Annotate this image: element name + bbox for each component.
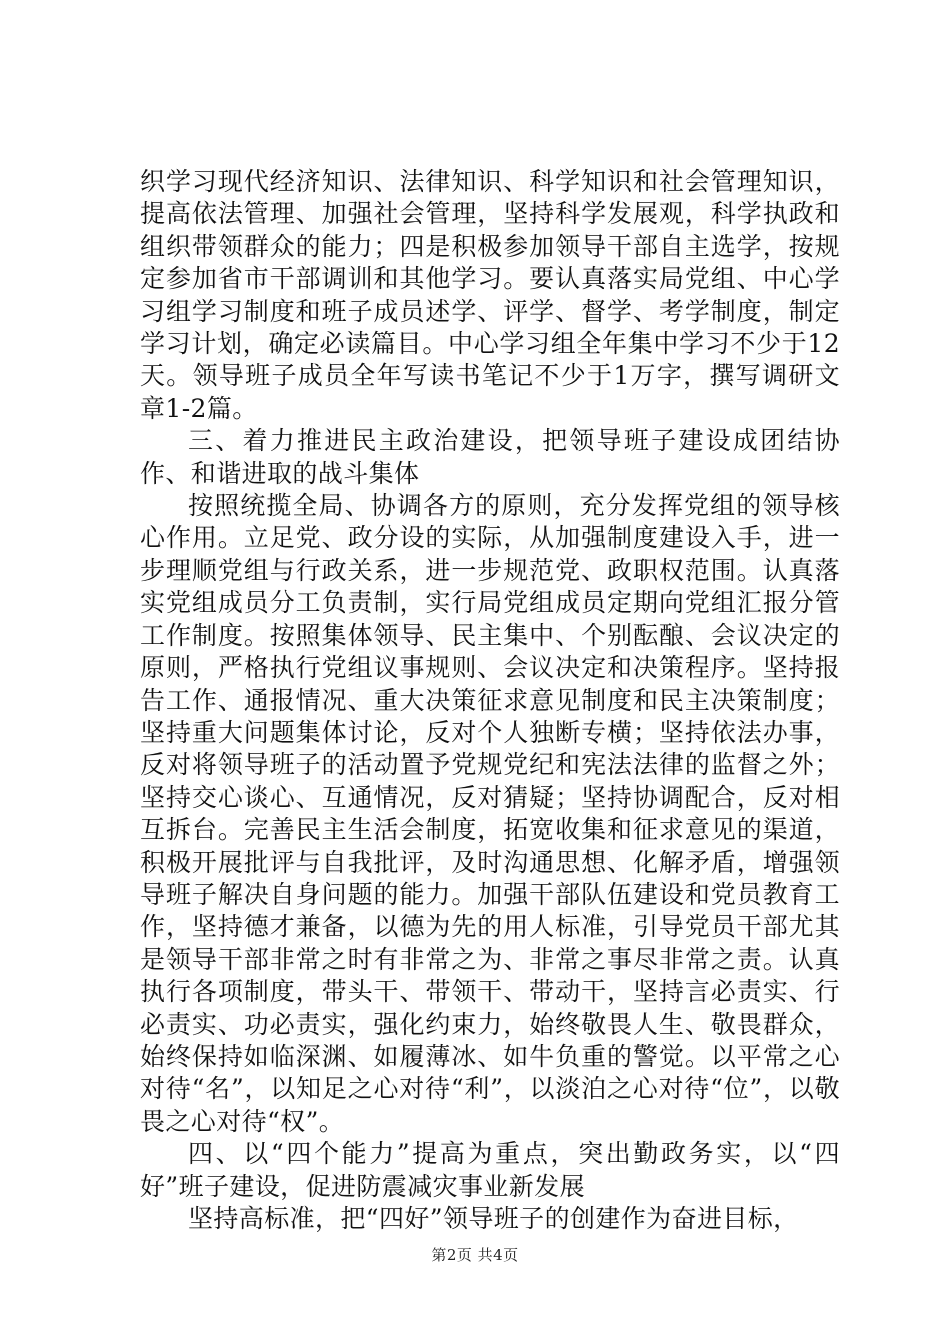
paragraph-four-good-start: 坚持高标准，把“四好”领导班子的创建作为奋进目标，: [188, 1204, 799, 1233]
section-heading-three: 三、着力推进民主政治建设，把领导班子建设成团结协作、和谐进取的战斗集体: [140, 426, 840, 488]
paragraph-continuation: 织学习现代经济知识、法律知识、科学知识和社会管理知识，提高依法管理、加强社会管理，坚持科学发展观，科学执政和组织带领群众的能力；四是积极参加领导干部自主选学，按规定参加省市干部调训和其他学习。要认真落实局党组、中心学习组学习制度和班子成员述学、评学、督学、考学制度，制定学习计划，确定必读篇目。中心学习组全年集中学习不少于12天。领导班子成员全年写读书笔记不少于1万字，撰写调研文章1-2篇。: [140, 167, 840, 423]
page-number-footer: 第2页 共4页: [431, 1246, 519, 1264]
document-body: [140, 166, 840, 1235]
section-heading-four: 四、以“四个能力”提高为重点，突出勤政务实，以“四好”班子建设，促进防震减灾事业新发展: [140, 1139, 840, 1201]
paragraph-democratic-politics: 按照统揽全局、协调各方的原则，充分发挥党组的领导核心作用。立足党、政分设的实际，从加强制度建设入手，进一步理顺党组与行政关系，进一步规范党、政职权范围。认真落实党组成员分工负责制，实行局党组成员定期向党组汇报分管工作制度。按照集体领导、民主集中、个别酝酿、会议决定的原则，严格执行党组议事规则、会议决定和决策程序。坚持报告工作、通报情况、重大决策征求意见制度和民主决策制度；坚持重大问题集体讨论，反对个人独断专横；坚持依法办事，反对将领导班子的活动置予党规党纪和宪法法律的监督之外；坚持交心谈心、互通情况，反对猜疑；坚持协调配合，反对相互拆台。完善民主生活会制度，拓宽收集和征求意见的渠道，积极开展批评与自我批评，及时沟通思想、化解矛盾，增强领导班子解决自身问题的能力。加强干部队伍建设和党员教育工作，坚持德才兼备，以德为先的用人标准，引导党员干部尤其是领导干部非常之时有非常之为、非常之事尽非常之责。认真执行各项制度，带头干、带领干、带动干，坚持言必责实、行必责实、功必责实，强化约束力，始终敬畏人生、敬畏群众，始终保持如临深渊、如履薄冰、如牛负重的警觉。以平常之心对待“名”，以知足之心对待“利”，以淡泊之心对待“位”，以敬畏之心对待“权”。: [140, 491, 840, 1136]
